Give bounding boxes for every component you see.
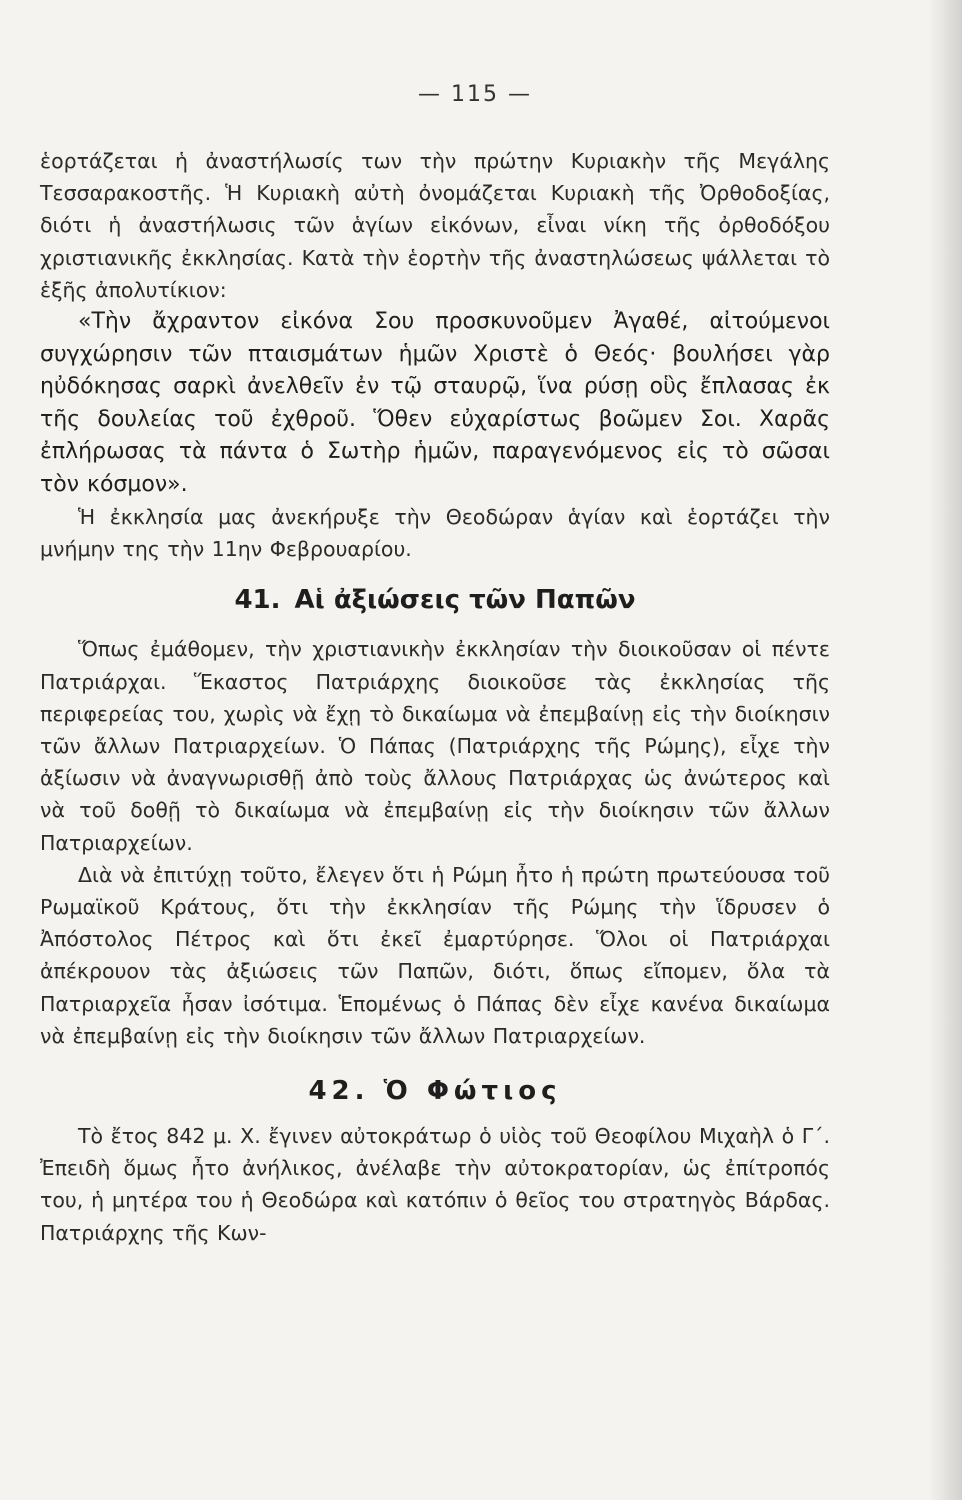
page-number: — 115 — bbox=[418, 82, 532, 107]
section-41-paragraph-1: Ὅπως ἐμάθομεν, τὴν χριστιανικὴν ἐκκλησίαν τὴν διοικοῦσαν οἱ πέντε Πατριάρχαι. Ἕκαστος Πατριάρχης διοικοῦσε τὰς ἐκκλησίας τῆς περιφερείας του, χωρὶς νὰ ἔχῃ τὸ δικαίωμα νὰ ἐπεμβαίνῃ εἰς τὴν διοίκησιν τῶν ἄλλων Πατριαρχείων. Ὁ Πάπας (Πατριάρχης τῆς Ρώμης), εἶχε τὴν ἀξίωσιν νὰ ἀναγνωρισθῇ ἀπὸ τοὺς ἄλλους Πατριάρχας ὡς ἀνώτερος καὶ νὰ τοῦ δοθῇ τὸ δικαίωμα νὰ ἐπεμβαίνῃ εἰς τὴν διοίκησιν τῶν ἄλλων Πατριαρχείων. bbox=[40, 637, 830, 855]
intro-paragraph: ἑορτάζεται ἡ ἀναστήλωσίς των τὴν πρώτην Κυριακὴν τῆς Μεγάλης Τεσσαρακοστῆς. Ἡ Κυριακὴ αὐτὴ ὀνομάζεται Κυριακὴ τῆς Ὀρθοδοξίας, διότι ἡ ἀναστήλωσις τῶν ἁγίων εἰκόνων, εἶναι νίκη τῆς ὀρθοδόξου χριστιανικῆς ἐκκλησίας. Κατὰ τὴν ἑορτὴν τῆς ἀναστηλώσεως ψάλλεται τὸ ἑξῆς ἀπολυτίκιον: bbox=[40, 149, 830, 302]
section-42-paragraph-1: Τὸ ἔτος 842 μ. Χ. ἔγινεν αὐτοκράτωρ ὁ υἱὸς τοῦ Θεοφίλου Μιχαὴλ ὁ Γ΄. Ἐπειδὴ ὅμως ἦτο ἀνήλικος, ἀνέλαβε τὴν αὐτοκρατορίαν, ὡς ἐπίτροπός του, ἡ μητέρα του ἡ Θεοδώρα καὶ κατόπιν ὁ θεῖος του στρατηγὸς Βάρδας. Πατριάρχης τῆς Κων- bbox=[40, 1124, 830, 1245]
section-42-title: Ὁ Φώτιος bbox=[383, 1076, 562, 1107]
apolytikion-hymn: «Τὴν ἄχραντον εἰκόνα Σου προσκυνοῦμεν Ἀγαθέ, αἰτούμενοι συγχώρησιν τῶν πταισμάτων ἡμῶν Χριστὲ ὁ Θεός· βουλήσει γὰρ ηὐδόκησας σαρκὶ ἀνελθεῖν ἐν τῷ σταυρῷ, ἵνα ρύσῃ οὓς ἔπλασας ἐκ τῆς δουλείας τοῦ ἐχθροῦ. Ὅθεν εὐχαρίστως βοῶμεν Σοι. Χαρᾶς ἐπλήρωσας τὰ πάντα ὁ Σωτὴρ ἡμῶν, παραγενόμενος εἰς τὸ σῶσαι τὸν κόσμον». bbox=[40, 309, 830, 497]
book-page bbox=[40, 82, 830, 1249]
after-hymn-paragraph: Ἡ ἐκκλησία μας ἀνεκήρυξε τὴν Θεοδώραν ἁγίαν καὶ ἑορτάζει τὴν μνήμην της τὴν 11ην Φεβρουαρίου. bbox=[40, 505, 830, 562]
section-41-paragraph-2: Διὰ νὰ ἐπιτύχῃ τοῦτο, ἔλεγεν ὅτι ἡ Ρώμη ἦτο ἡ πρώτη πρωτεύουσα τοῦ Ρωμαϊκοῦ Κράτους, ὅτι τὴν ἐκκλησίαν τῆς Ρώμης τὴν ἵδρυσεν ὁ Ἀπόστολος Πέτρος καὶ ὅτι ἐκεῖ ἐμαρτύρησε. Ὅλοι οἱ Πατριάρχαι ἀπέκρουον τὰς ἀξιώσεις τῶν Παπῶν, διότι, ὅπως εἴπομεν, ὅλα τὰ Πατριαρχεῖα ἦσαν ἰσότιμα. Ἑπομένως ὁ Πάπας δὲν εἶχε κανένα δικαίωμα νὰ ἐπεμβαίνῃ εἰς τὴν διοίκησιν τῶν ἄλλων Πατριαρχείων. bbox=[40, 862, 830, 1048]
page-edge-shadow bbox=[928, 0, 962, 1500]
section-41-heading bbox=[40, 585, 830, 615]
section-41-number: 41. bbox=[234, 585, 281, 616]
section-42-number: 42. bbox=[308, 1076, 370, 1107]
section-41-title: Αἱ ἀξιώσεις τῶν Παπῶν bbox=[294, 585, 636, 616]
section-42-heading bbox=[40, 1076, 830, 1106]
